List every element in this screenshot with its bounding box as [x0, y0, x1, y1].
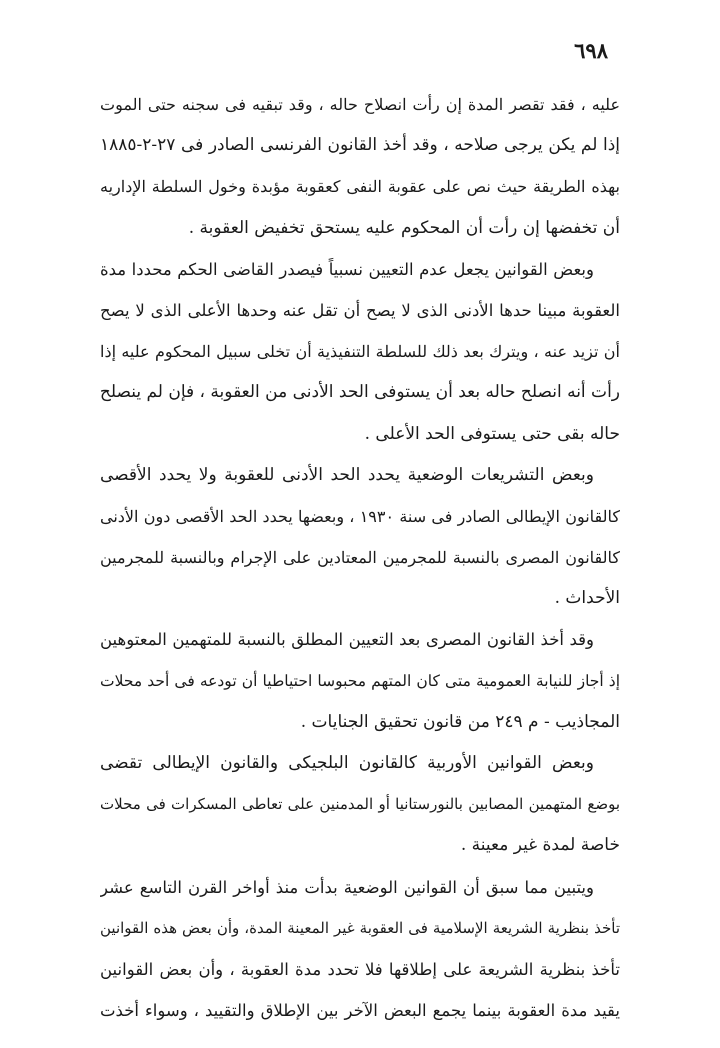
text-line: أن تزيد عنه ، ويترك بعد ذلك للسلطة التنفيذية أن تخلى سبيل المحكوم عليه إذا [100, 342, 620, 362]
text-line: كالقانون المصرى بالنسبة للمجرمين المعتادين على الإجرام وبالنسبة للمجرمين [100, 548, 620, 568]
text-line: تأخذ بنظرية الشريعة الإسلامية فى العقوبة غير المعينة المدة، وأن بعض هذه القوانين [100, 918, 620, 937]
text-line: عليه ، فقد تقصر المدة إن رأت انصلاح حاله ، وقد تبقيه فى سجنه حتى الموت [100, 95, 620, 114]
text-line: تأخذ بنظرية الشريعة على إطلاقها فلا تحدد مدة العقوبة ، وأن بعض القوانين [100, 959, 620, 979]
text-line: خاصة لمدة غير معينة . [460, 835, 620, 856]
text-line: إذا لم يكن يرجى صلاحه ، وقد أخذ القانون الفرنسى الصادر فى ٢٧-٢-١٨٨٥ [100, 135, 620, 156]
text-line: أن تخفضها إن رأت أن المحكوم عليه يستحق تخفيض العقوبة . [188, 217, 620, 238]
text-line: كالقانون الإيطالى الصادر فى سنة ١٩٣٠ ، وبعضها يحدد الحد الأقصى دون الأدنى [100, 506, 620, 526]
text-line: بهذه الطريقة حيث نص على عقوبة النفى كعقوبة مؤبدة وخول السلطة الإداريه [100, 177, 620, 197]
text-line: بوضع المتهمين المصابين بالنورستانيا أو المدمنين على تعاطى المسكرات فى محلات [100, 795, 620, 814]
text-line: حاله بقى حتى يستوفى الحد الأعلى . [364, 423, 620, 444]
page-number: ٦٩٨ [574, 38, 608, 63]
text-line: وبعض التشريعات الوضعية يحدد الحد الأدنى للعقوبة ولا يحدد الأقصى [100, 464, 594, 485]
text-line: رأت أنه انصلح حاله بعد أن يستوفى الحد الأدنى من العقوبة ، فإن لم ينصلح [100, 382, 620, 403]
body-text [100, 84, 620, 1031]
text-line: يقيد مدة العقوبة بينما يجمع البعض الآخر بين الإطلاق والتقييد ، وسواء أخذت [100, 1001, 620, 1021]
text-line: ويتبين مما سبق أن القوانين الوضعية بدأت منذ أواخر القرن التاسع عشر [100, 877, 594, 897]
text-line: الأحداث . [554, 588, 620, 609]
text-line: وقد أخذ القانون المصرى بعد التعيين المطلق بالنسبة للمتهمين المعتوهين [100, 630, 594, 650]
text-line: إذ أجاز للنيابة العمومية متى كان المتهم محبوسا احتياطيا أن تودعه فى أحد محلات [100, 671, 620, 690]
text-line: المجاذيب - م ٢٤٩ من قانون تحقيق الجنايات . [300, 711, 620, 732]
text-line: العقوبة مبينا حدها الأدنى الذى لا يصح أن تقل عنه وحدها الأعلى الذى لا يصح [100, 300, 620, 320]
text-line: وبعض القوانين الأوربية كالقانون البلجيكى والقانون الإيطالى تقضى [100, 753, 594, 773]
text-line: وبعض القوانين يجعل عدم التعيين نسبياً فيصدر القاضى الحكم محددا مدة [100, 259, 594, 279]
